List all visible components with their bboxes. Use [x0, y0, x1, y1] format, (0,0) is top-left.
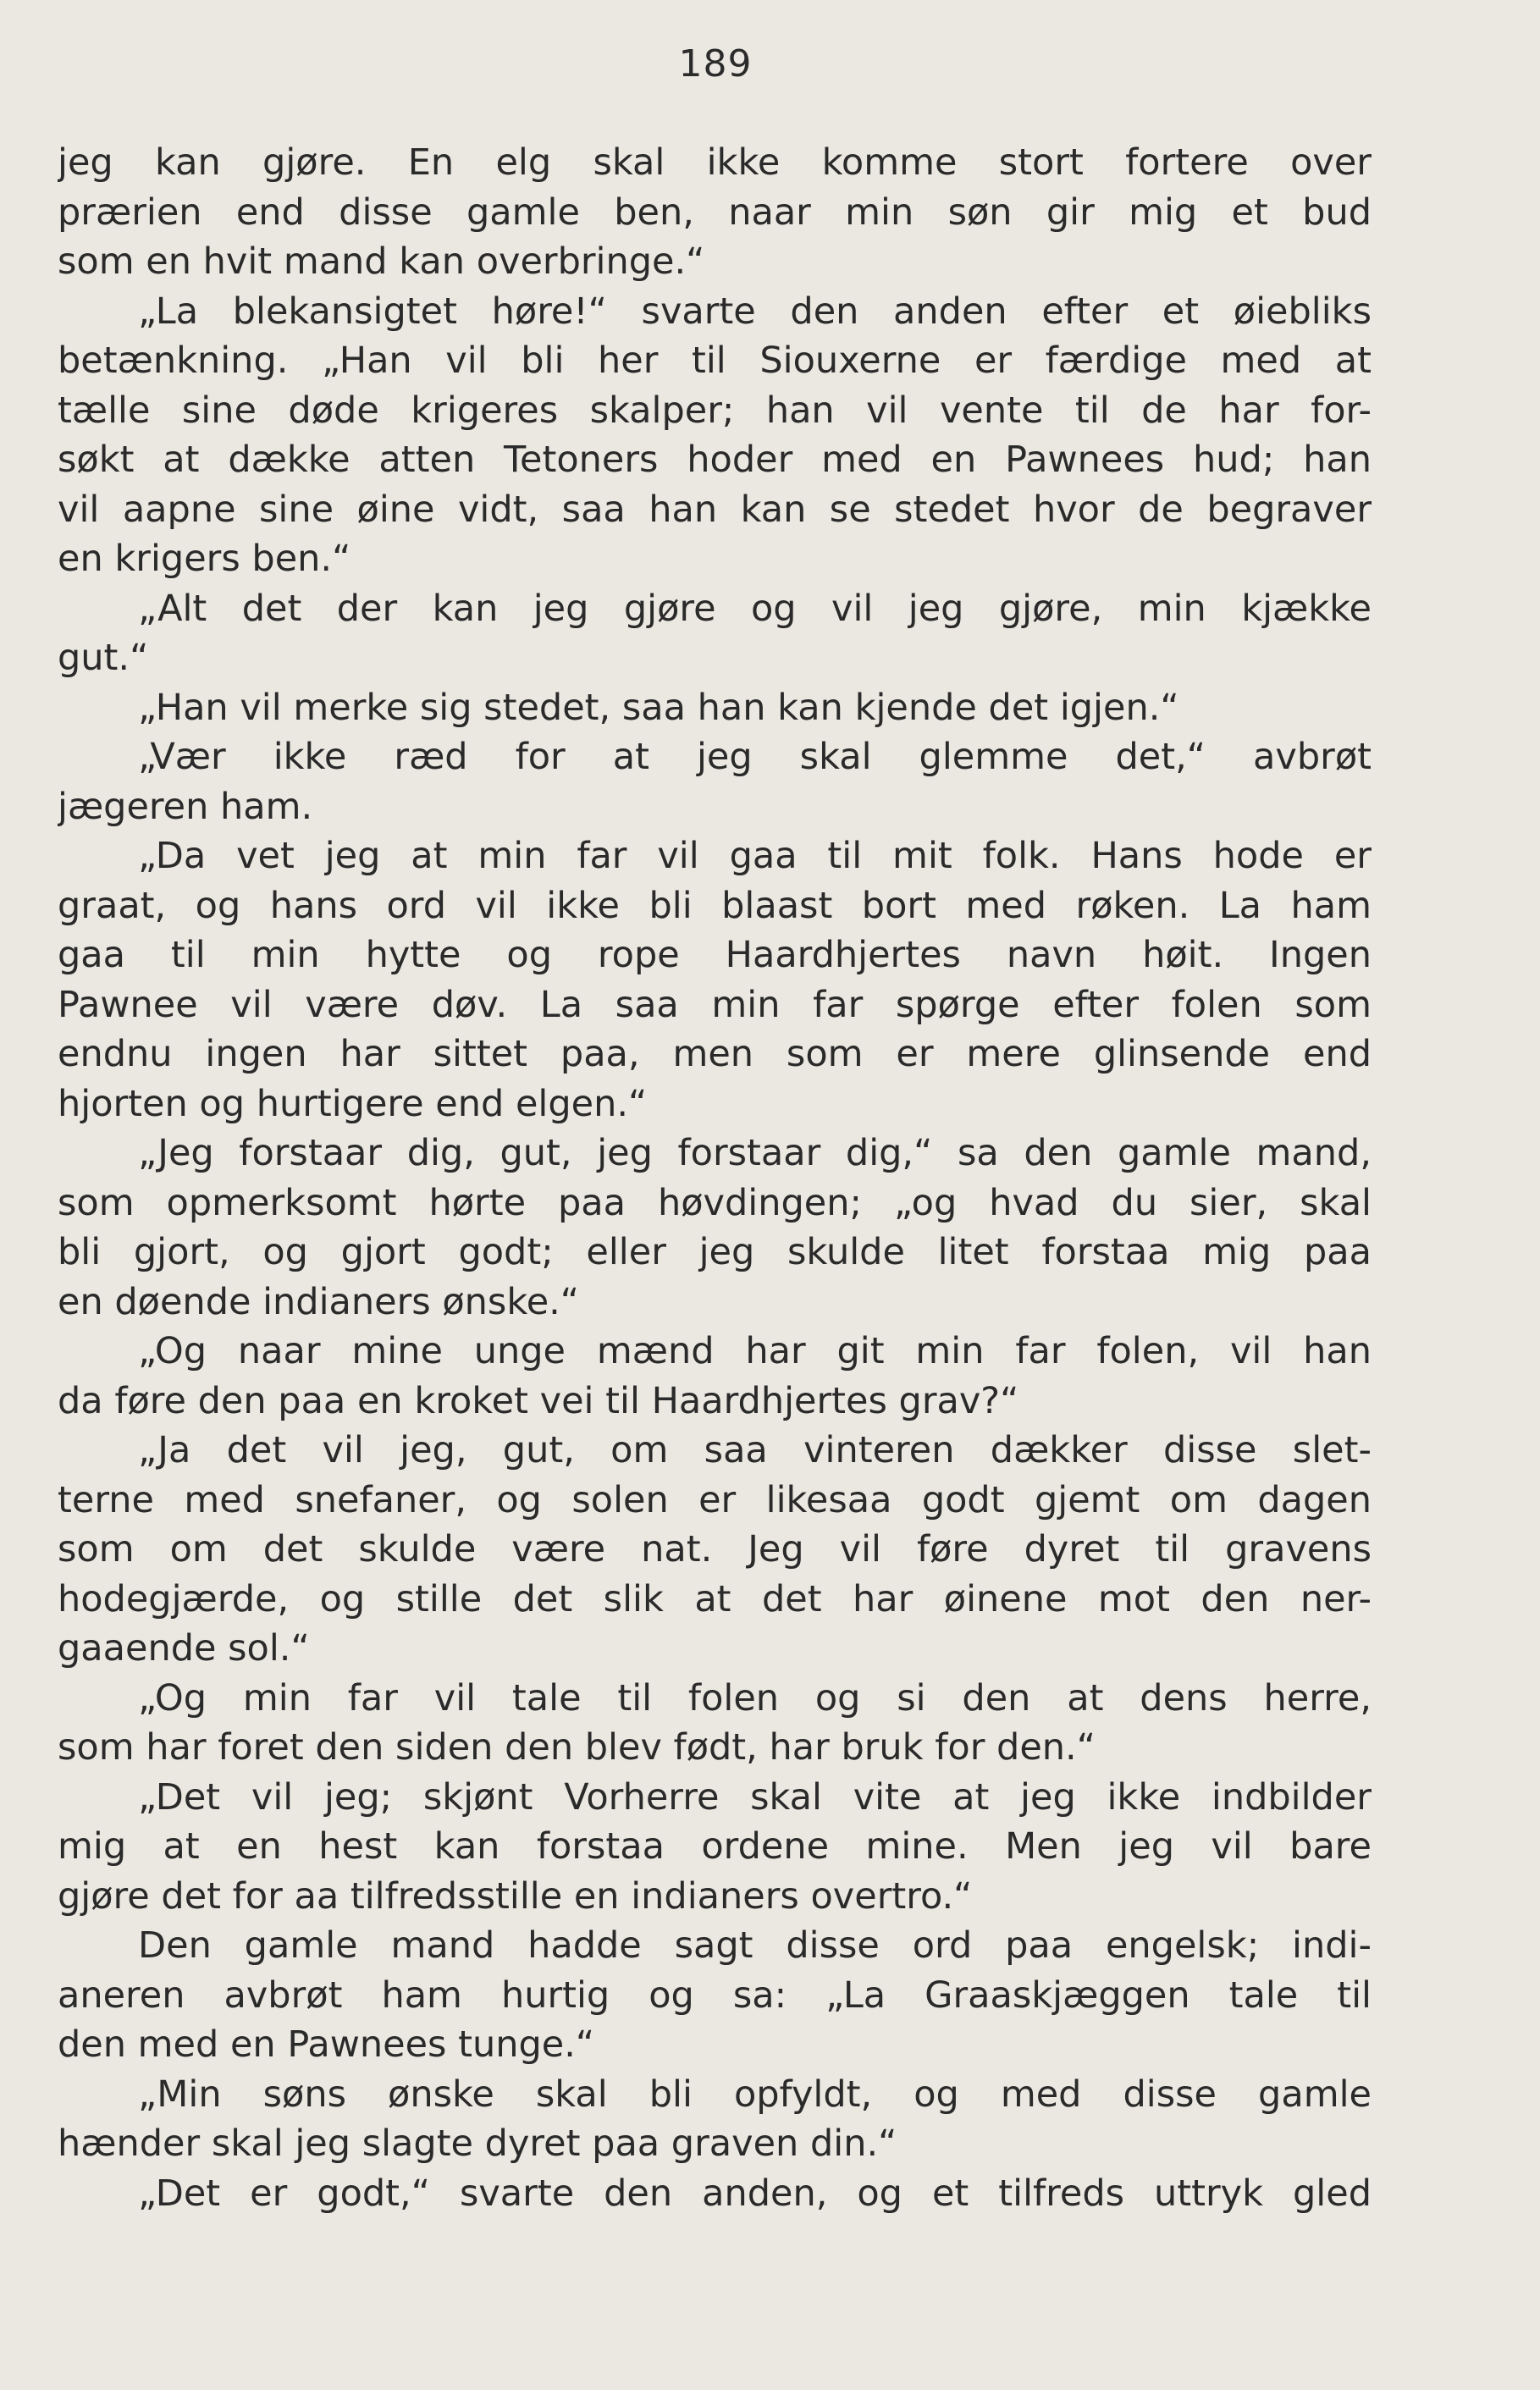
text-line: „Han vil merke sig stedet, saa han kan kjende det igjen.“ [138, 686, 1179, 729]
text-line: endnu ingen har sittet paa, men som er mere glinsende end [58, 1033, 1372, 1075]
text-line: bli gjort, og gjort godt; eller jeg skulde litet forstaa mig paa [58, 1231, 1372, 1273]
text-line: hænder skal jeg slagte dyret paa graven din.“ [58, 2122, 897, 2165]
body-text [58, 138, 1372, 2218]
text-line: „Min søns ønske skal bli opfyldt, og med disse gamle [138, 2073, 1372, 2116]
text-line: „Jeg forstaar dig, gut, jeg forstaar dig,“ sa den gamle mand, [138, 1132, 1372, 1174]
text-line: gut.“ [58, 637, 149, 679]
text-line: Pawnee vil være døv. La saa min far spørge efter folen som [58, 983, 1372, 1026]
text-line: „Vær ikke ræd for at jeg skal glemme det,“ avbrøt [138, 736, 1372, 778]
text-line: en døende indianers ønske.“ [58, 1280, 580, 1323]
text-line: en krigers ben.“ [58, 538, 351, 580]
text-line: vil aapne sine øine vidt, saa han kan se stedet hvor de begraver [58, 488, 1372, 531]
text-line: hodegjærde, og stille det slik at det har øinene mot den ner- [58, 1577, 1372, 1620]
page-number: 189 [678, 42, 753, 86]
text-line: som om det skulde være nat. Jeg vil føre dyret til gravens [58, 1528, 1372, 1570]
text-line: „Ja det vil jeg, gut, om saa vinteren dækker disse slet- [138, 1429, 1372, 1471]
text-line: gjøre det for aa tilfredsstille en indianers overtro.“ [58, 1874, 973, 1918]
text-line: jeg kan gjøre. En elg skal ikke komme stort fortere over [58, 141, 1372, 184]
text-line: gaa til min hytte og rope Haardhjertes navn høit. Ingen [58, 934, 1372, 976]
text-line: tælle sine døde krigeres skalper; han vil vente til de har for- [58, 389, 1372, 432]
text-line: da føre den paa en kroket vei til Haardhjertes grav?“ [58, 1379, 1019, 1422]
text-line: prærien end disse gamle ben, naar min søn gir mig et bud [58, 190, 1372, 234]
text-line: „La blekansigtet høre!“ svarte den anden efter et øiebliks [138, 290, 1372, 333]
text-line: terne med snefaner, og solen er likesaa godt gjemt om dagen [58, 1478, 1372, 1521]
text-line: Den gamle mand hadde sagt disse ord paa engelsk; indi- [138, 1924, 1372, 1967]
text-line: graat, og hans ord vil ikke bli blaast bort med røken. La ham [58, 884, 1372, 927]
text-line: „Og min far vil tale til folen og si den at dens herre, [138, 1676, 1372, 1719]
text-line: den med en Pawnees tunge.“ [58, 2023, 595, 2066]
text-line: betænkning. „Han vil bli her til Siouxerne er færdige med at [58, 339, 1372, 382]
text-line: „Og naar mine unge mænd har git min far folen, vil han [138, 1330, 1372, 1372]
text-line: jægeren ham. [58, 785, 313, 828]
text-line: „Alt det der kan jeg gjøre og vil jeg gjøre, min kjække [138, 587, 1372, 630]
text-line: søkt at dække atten Tetoners hoder med en Pawnees hud; han [58, 439, 1372, 481]
text-line: „Det er godt,“ svarte den anden, og et tilfreds uttryk gled [138, 2172, 1372, 2215]
text-line: „Det vil jeg; skjønt Vorherre skal vite at jeg ikke indbilder [138, 1775, 1372, 1819]
text-line: som en hvit mand kan overbringe.“ [58, 240, 705, 283]
text-line: „Da vet jeg at min far vil gaa til mit folk. Hans hode er [138, 835, 1372, 877]
text-line: hjorten og hurtigere end elgen.“ [58, 1082, 648, 1125]
text-line: gaaende sol.“ [58, 1627, 310, 1670]
text-line: som opmerksomt hørte paa høvdingen; „og hvad du sier, skal [58, 1181, 1372, 1224]
text-line: mig at en hest kan forstaa ordene mine. Men jeg vil bare [58, 1825, 1372, 1868]
text-line: aneren avbrøt ham hurtig og sa: „La Graaskjæggen tale til [58, 1973, 1372, 2017]
text-line: som har foret den siden den blev født, har bruk for den.“ [58, 1726, 1096, 1769]
